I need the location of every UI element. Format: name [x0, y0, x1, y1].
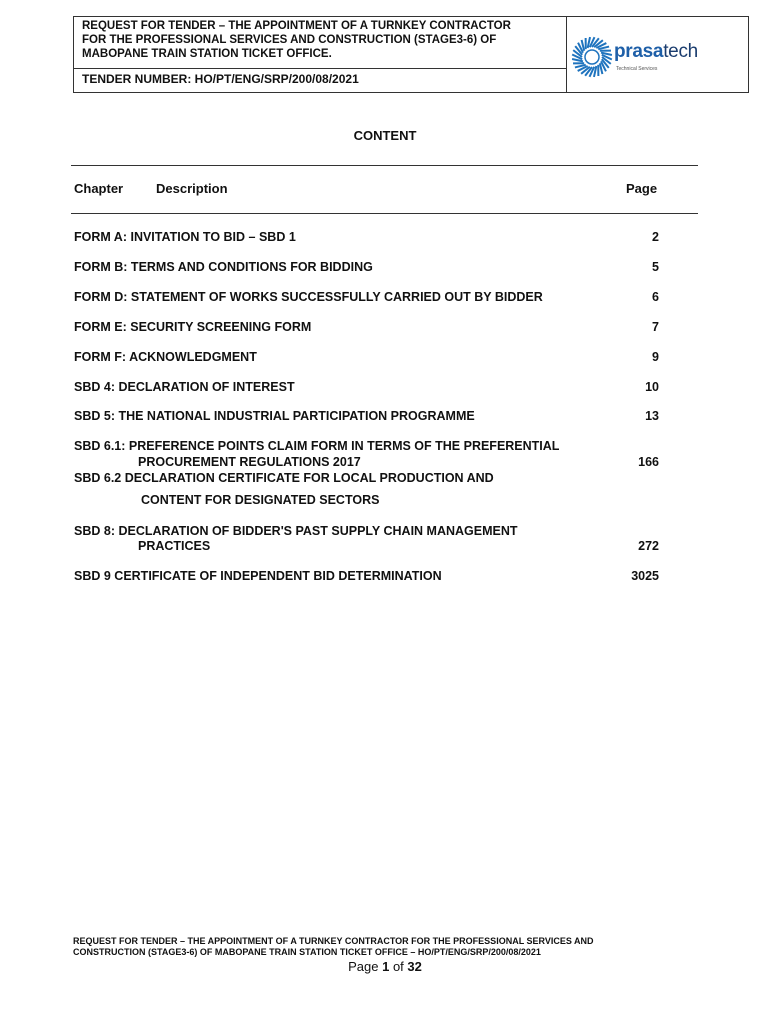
toc-entry-text: SBD 6.2 DECLARATION CERTIFICATE FOR LOCAL PRODUCTION AND — [74, 471, 494, 485]
logo-tagline: Technical Services — [616, 66, 658, 72]
content-title: CONTENT — [353, 128, 417, 143]
tender-title-line: FOR THE PROFESSIONAL SERVICES AND CONSTRUCTION (STAGE3-6) OF — [82, 34, 497, 46]
toc-entry-text: SBD 5: THE NATIONAL INDUSTRIAL PARTICIPATION PROGRAMME — [74, 409, 475, 423]
toc-entry-text: FORM D: STATEMENT OF WORKS SUCCESSFULLY CARRIED OUT BY BIDDER — [74, 290, 543, 304]
toc-entry-text: SBD 8: DECLARATION OF BIDDER'S PAST SUPPLY CHAIN MANAGEMENT — [74, 524, 518, 538]
toc-entry-page: 9 — [652, 350, 659, 364]
tender-title — [82, 19, 562, 61]
toc-entry-text-continued: PROCUREMENT REGULATIONS 2017 — [138, 455, 361, 469]
header-box — [73, 16, 749, 93]
table-top-rule — [71, 165, 698, 166]
toc-entry-text: FORM F: ACKNOWLEDGMENT — [74, 350, 257, 364]
footer-line: CONSTRUCTION (STAGE3-6) OF MABOPANE TRAIN STATION TICKET OFFICE – HO/PT/ENG/SRP/200/08/2021 — [73, 947, 541, 957]
toc-entry-page: 10 — [645, 380, 659, 394]
page-number-current: 1 — [382, 959, 390, 974]
toc-entry-page: 7 — [652, 320, 659, 334]
page-number — [0, 959, 770, 974]
toc-entry-text: FORM B: TERMS AND CONDITIONS FOR BIDDING — [74, 260, 373, 274]
toc-entry-page: 2 — [652, 230, 659, 244]
page-number-total: 32 — [407, 959, 422, 974]
tender-title-line: MABOPANE TRAIN STATION TICKET OFFICE. — [82, 48, 332, 60]
toc-entry-text: SBD 4: DECLARATION OF INTEREST — [74, 380, 295, 394]
toc-entry-page: 13 — [645, 409, 659, 423]
logo-word-prasa: prasa — [614, 41, 664, 62]
prasa-tech-logo — [570, 21, 748, 89]
toc-entry-text-continued: CONTENT FOR DESIGNATED SECTORS — [141, 493, 380, 507]
toc-entry-page: 5 — [652, 260, 659, 274]
header-title-cell — [74, 17, 567, 93]
toc-entry-page: 272 — [638, 539, 659, 553]
toc-entry-text: SBD 9 CERTIFICATE OF INDEPENDENT BID DETERMINATION — [74, 569, 442, 583]
toc-entry-page: 166 — [638, 455, 659, 469]
prasa-sunburst-logo-icon — [570, 35, 614, 79]
toc-entry-text: SBD 6.1: PREFERENCE POINTS CLAIM FORM IN TERMS OF THE PREFERENTIAL — [74, 439, 560, 453]
logo-wordmark — [614, 41, 698, 63]
page-footer — [73, 936, 693, 958]
table-header-rule — [71, 213, 698, 214]
toc-entry-page: 3025 — [631, 569, 659, 583]
footer-line: REQUEST FOR TENDER – THE APPOINTMENT OF A TURNKEY CONTRACTOR FOR THE PROFESSIONAL SERVICES AND — [73, 936, 594, 946]
toc-entry-text: FORM A: INVITATION TO BID – SBD 1 — [74, 230, 296, 244]
toc-entry-page: 6 — [652, 290, 659, 304]
column-header-description: Description — [156, 181, 228, 196]
toc-entry-text: FORM E: SECURITY SCREENING FORM — [74, 320, 312, 334]
page-number-prefix: Page — [348, 959, 379, 974]
tender-number: TENDER NUMBER: HO/PT/ENG/SRP/200/08/2021 — [82, 72, 359, 86]
toc-entry-text-continued: PRACTICES — [138, 539, 211, 553]
header-divider — [74, 68, 567, 69]
column-header-page: Page — [626, 181, 658, 196]
logo-word-tech: tech — [663, 41, 698, 62]
column-header-chapter: Chapter — [74, 181, 124, 196]
page-number-of: of — [392, 959, 404, 974]
tender-title-line: REQUEST FOR TENDER – THE APPOINTMENT OF A TURNKEY CONTRACTOR — [82, 20, 511, 32]
